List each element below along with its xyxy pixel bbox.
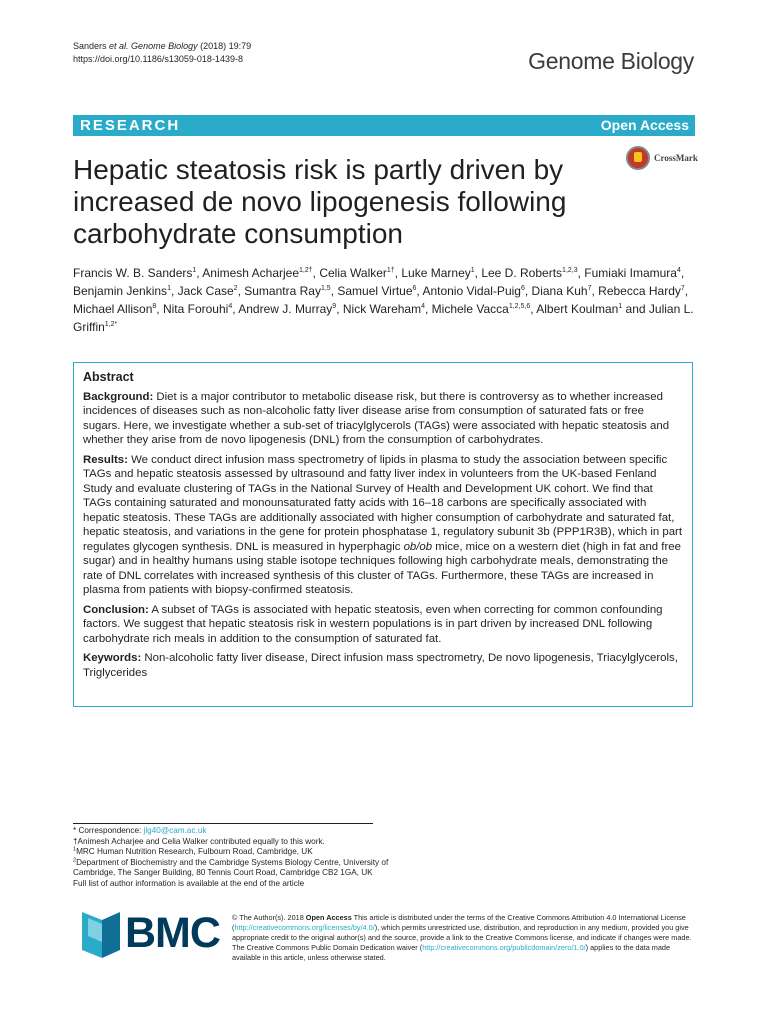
author-name: Samuel Virtue xyxy=(337,284,413,298)
affiliation-2-number: 2 xyxy=(73,857,77,864)
doi-link[interactable]: https://doi.org/10.1186/s13059-018-1439-8 xyxy=(73,54,243,64)
author-separator: , xyxy=(232,302,239,316)
abstract-box xyxy=(73,362,693,707)
results-label: Results: xyxy=(83,453,128,466)
correspondence-email[interactable]: jlg40@cam.ac.uk xyxy=(143,826,207,835)
results-text-cont: mice, mice on a western diet (high in fat and free sugar) and in healthy humans using stable isotope techniques following high carbohydrate meals, demonstrating the rate of DNL correlates with increased synthesis of this cluster of TAGs. Furthermore, these TAGs are increased in plasma from patients with biopsy-confirmed steatosis. xyxy=(83,540,681,596)
conclusion-text: A subset of TAGs is associated with hepatic steatosis, even when correcting for common confounding factors. We suggest that hepatic steatosis risk in western populations is in part driven by increased DNL following carbohydrate rich meals in addition to the consumption of saturated fat. xyxy=(83,603,663,645)
crossmark-label: CrossMark xyxy=(654,153,698,163)
cite-journal: et al. Genome Biology xyxy=(109,41,198,51)
results-mouse-strain: ob/ob xyxy=(403,540,433,553)
author-affiliation-mark: 1 xyxy=(470,267,475,274)
conclusion-label: Conclusion: xyxy=(83,603,149,616)
citation-header xyxy=(73,40,251,66)
author-name: Lee D. Roberts xyxy=(481,266,563,280)
abstract-heading: Abstract xyxy=(83,370,134,384)
keywords-label: Keywords: xyxy=(83,652,142,664)
abstract-background xyxy=(83,390,683,448)
open-access-label: Open Access xyxy=(600,117,689,133)
author-affiliation-mark: 1 xyxy=(167,285,171,292)
author-separator: , xyxy=(330,284,338,298)
author-name: Celia Walker xyxy=(319,266,387,280)
author-name: Fumiaki Imamura xyxy=(584,266,677,280)
author-separator: , xyxy=(530,302,537,316)
affiliation-1-text: MRC Human Nutrition Research, Fulbourn Road, Cambridge, UK xyxy=(76,847,313,857)
bmc-logo-text: BMC xyxy=(125,909,220,957)
author-separator: , xyxy=(170,284,178,298)
author-name: Benjamin Jenkins xyxy=(73,284,168,298)
author-affiliation-mark: 9 xyxy=(332,303,337,310)
author-separator: , xyxy=(336,302,343,316)
footnotes xyxy=(73,826,403,890)
author-affiliation-mark: 1,2† xyxy=(299,267,313,274)
cite-authors: Sanders xyxy=(73,41,107,51)
author-separator: , xyxy=(394,266,402,280)
author-affiliation-mark: 1,2,5,6 xyxy=(508,303,531,310)
author-affiliation-mark: 1 xyxy=(192,267,197,274)
license-open-access: Open Access xyxy=(305,913,352,922)
footnote-rule xyxy=(73,823,373,824)
affiliation-1-number: 1 xyxy=(73,846,77,853)
background-label: Background: xyxy=(83,390,154,403)
author-separator: , xyxy=(524,284,532,298)
author-separator: , xyxy=(416,284,423,298)
author-separator: , xyxy=(684,284,689,298)
author-separator: , xyxy=(312,266,320,280)
author-affiliation-mark: 1,5 xyxy=(320,285,331,292)
article-type-label: RESEARCH xyxy=(80,117,181,134)
author-separator: , xyxy=(196,266,203,280)
author-affiliation-mark: 1,2,3 xyxy=(562,267,578,274)
author-name: Michael Allison xyxy=(73,302,153,316)
abstract-keywords xyxy=(83,651,683,680)
author-affiliation-mark: 6 xyxy=(520,285,525,292)
keywords-text: Non-alcoholic fatty liver disease, Direct infusion mass spectrometry, De novo lipogenesis, Triacylglycerols, Triglycerides xyxy=(83,652,678,679)
author-name: Nick Wareham xyxy=(342,302,422,316)
affiliation-1 xyxy=(73,847,403,858)
author-affiliation-mark: 1 xyxy=(618,303,623,310)
author-name: Albert Koulman xyxy=(536,302,619,316)
author-name: Luke Marney xyxy=(401,266,471,280)
results-text: We conduct direct infusion mass spectrometry of lipids in plasma to study the association between specific TAGs and hepatic steatosis assessed by ultrasound and fatty liver index in volunteers from the UK-based Fenland Study and evaluate clustering of TAGs in the National Survey of Health and Development UK cohort. We find that TAGs containing saturated and monounsaturated fatty acids with 16–18 carbons are specifically associated with hepatic steatosis. These TAGs are additionally associated with higher consumption of carbohydrate and saturated fat, hepatic steatosis, and variations in the gene for protein phosphatase 1, regulatory subunit 3b (PPP1R3B), which in part regulates glycogen synthesis. DNL is measured in hyperphagic xyxy=(83,453,682,553)
author-affiliation-mark: 7 xyxy=(680,285,685,292)
bmc-logo-icon xyxy=(82,912,120,958)
article-title: Hepatic steatosis risk is partly driven by increased de novo lipogenesis following carbohydrate consumption xyxy=(73,154,567,249)
author-name: Julian L. Griffin xyxy=(73,302,694,334)
background-text: Diet is a major contributor to metabolic disease risk, but there is controversy as to whether increased incidences of diseases such as non-alcoholic fatty liver disease arise from consumption of saturated fats or free sugars. Here, we investigate whether a sub-set of triacylglycerols (TAGs) were associated with hepatic steatosis and whether they arise from de novo lipogenesis (DNL) from the consumption of carbohydrates. xyxy=(83,390,670,446)
author-name: Francis W. B. Sanders xyxy=(73,266,193,280)
abstract-conclusion xyxy=(83,603,683,647)
author-name: Antonio Vidal-Puig xyxy=(422,284,521,298)
author-separator: , xyxy=(474,266,482,280)
author-affiliation-mark: 4 xyxy=(228,303,233,310)
author-name: Animesh Acharjee xyxy=(202,266,300,280)
author-separator: , xyxy=(577,266,585,280)
author-affiliation-mark: 2 xyxy=(233,285,238,292)
author-separator: and xyxy=(622,302,649,316)
author-name: Nita Forouhi xyxy=(162,302,229,316)
license-text-1: This article is distributed under the terms of the Creative Commons Attribution 4.0 International License ( xyxy=(232,913,686,932)
author-affiliation-mark: 8 xyxy=(152,303,157,310)
author-name: Diana Kuh xyxy=(531,284,588,298)
public-domain-url-link[interactable]: http://creativecommons.org/publicdomain/zero/1.0/ xyxy=(422,943,586,952)
license-text-2: ), which permits unrestricted use, distribution, and reproduction in any medium, provided you give appropriate credit to the original author(s) and the source, provide a link to the Creative Commons license, and indicate if changes were made. The Creative Commons Public Domain Dedication waiver ( xyxy=(232,923,692,952)
author-list xyxy=(73,264,703,336)
journal-name: Genome Biology xyxy=(528,48,694,74)
author-name: Jack Case xyxy=(177,284,234,298)
author-affiliation-mark: 6 xyxy=(412,285,417,292)
author-affiliation-mark: 1† xyxy=(386,267,395,274)
affiliation-2-text: Department of Biochemistry and the Cambridge Systems Biology Centre, University of Cambridge, The Sanger Building, 80 Tennis Court Road, Cambridge CB2 1GA, UK xyxy=(73,857,389,878)
affiliation-2 xyxy=(73,858,403,879)
author-separator: , xyxy=(425,302,432,316)
license-text xyxy=(232,913,697,963)
author-name: Rebecca Hardy xyxy=(598,284,681,298)
author-separator: , xyxy=(237,284,245,298)
author-affiliation-mark: 7 xyxy=(587,285,592,292)
license-text-3: ) applies to the data made available in this article, unless otherwise stated. xyxy=(232,943,671,962)
cite-year-volume: (2018) 19:79 xyxy=(200,41,252,51)
copyright: © The Author(s). 2018 xyxy=(232,913,306,922)
abstract-results xyxy=(83,453,683,598)
equal-contribution-note: †Animesh Acharjee and Celia Walker contributed equally to this work. xyxy=(73,836,325,846)
author-separator: , xyxy=(591,284,599,298)
correspondence xyxy=(73,826,403,837)
article-type-banner xyxy=(73,115,695,136)
author-separator: , xyxy=(680,266,685,280)
author-separator: , xyxy=(156,302,163,316)
full-author-info-note: Full list of author information is available at the end of the article xyxy=(73,878,305,888)
correspondence-label: * Correspondence: xyxy=(73,826,144,835)
author-affiliation-mark: 4 xyxy=(676,267,681,274)
author-name: Sumantra Ray xyxy=(244,284,321,298)
crossmark-icon xyxy=(626,146,650,170)
license-url-link[interactable]: http://creativecommons.org/licenses/by/4.0/ xyxy=(234,923,375,932)
bmc-logo xyxy=(82,909,220,962)
author-name: Andrew J. Murray xyxy=(238,302,333,316)
crossmark-badge[interactable] xyxy=(626,146,706,174)
author-name: Michele Vacca xyxy=(431,302,509,316)
author-affiliation-mark: 4 xyxy=(421,303,425,310)
author-affiliation-mark: 1,2* xyxy=(104,321,118,328)
